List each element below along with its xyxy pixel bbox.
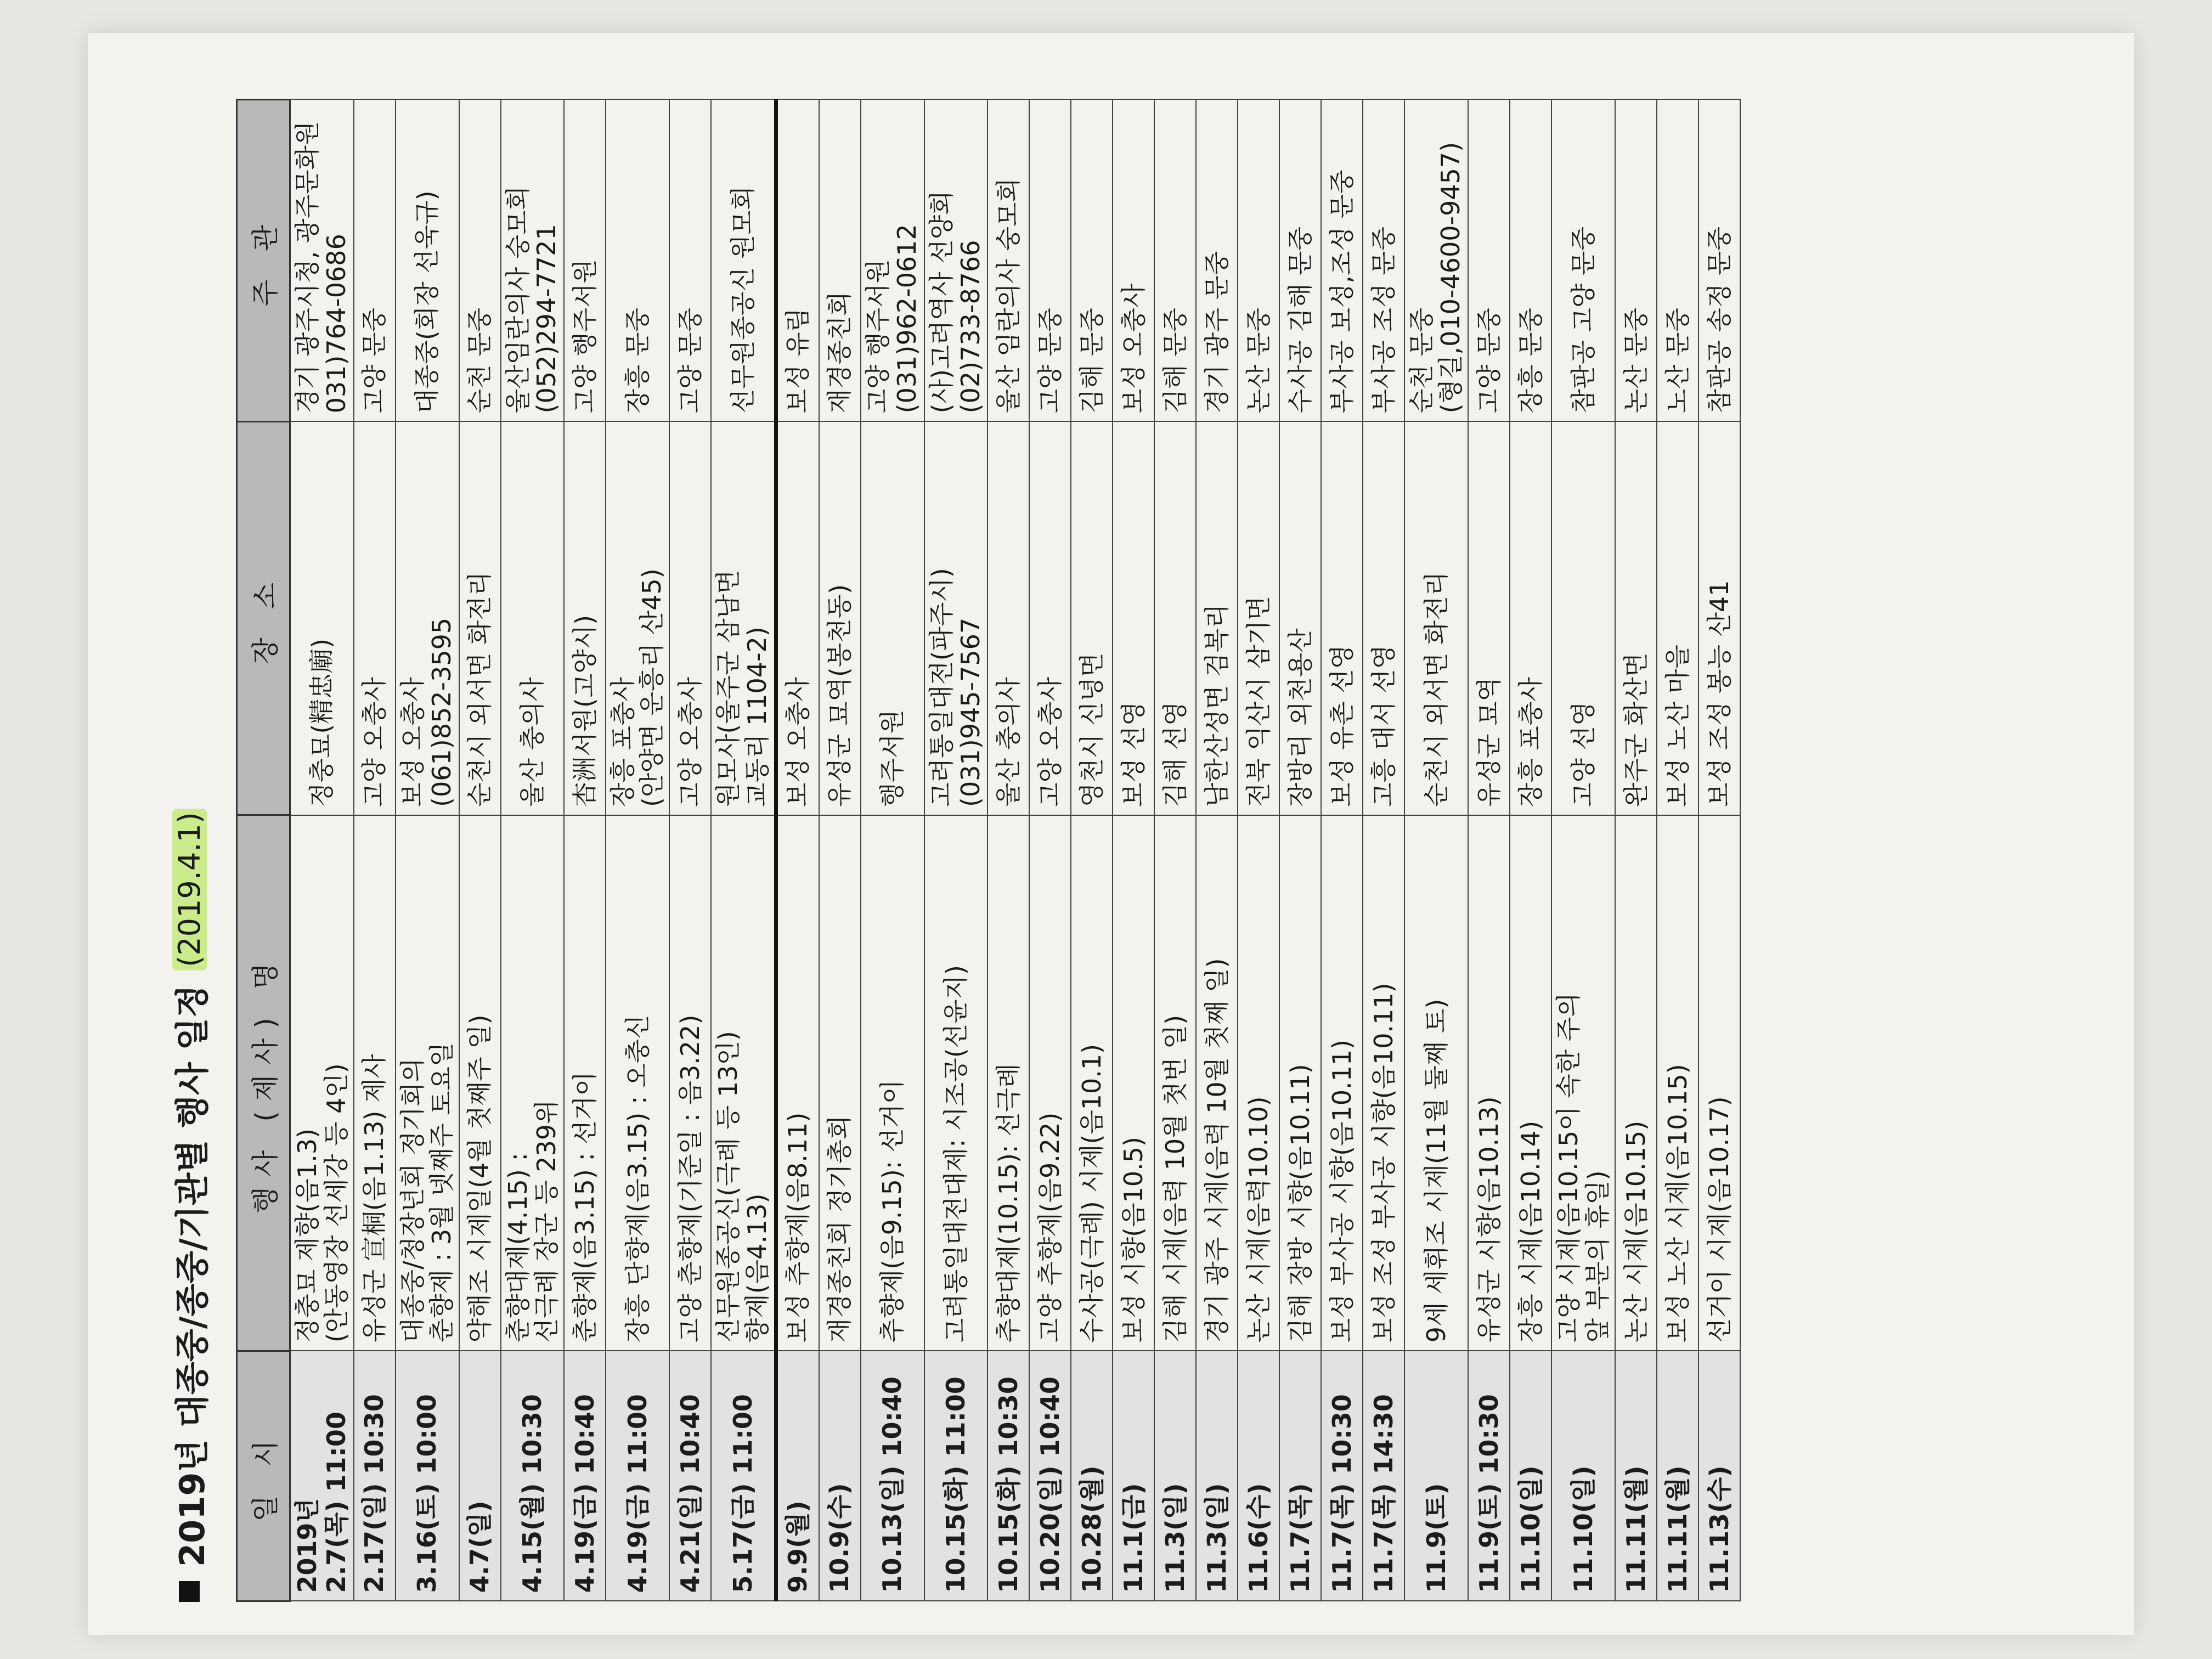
date-cell: 10.20(일) 10:40 xyxy=(1029,1351,1071,1601)
schedule-table xyxy=(236,99,1741,1602)
event-cell: 장흥 시제(음10.14) xyxy=(1510,815,1551,1351)
place-cell: 보성 선영 xyxy=(1113,421,1154,815)
date-cell: 9.9(월) xyxy=(776,1351,819,1601)
place-cell: 정충묘(精忠廟) xyxy=(290,421,354,815)
host-cell: 논산 문중 xyxy=(1615,100,1657,422)
host-cell: 대종중(회장 선욱규) xyxy=(396,100,459,422)
host-cell: 고양 문중 xyxy=(1029,100,1071,422)
date-cell: 4.19(금) 11:00 xyxy=(606,1351,669,1601)
place-cell: 장방리 외천용산 xyxy=(1279,421,1321,815)
host-cell: 장흥 문중 xyxy=(1510,100,1551,422)
host-cell: 울산 임란의사 숭모회 xyxy=(988,100,1029,422)
host-cell: 장흥 문중 xyxy=(606,100,669,422)
header-host: 주 관 xyxy=(237,100,290,422)
place-cell: 순천시 외서면 화전리 xyxy=(459,421,501,815)
host-cell: 부사공 조성 문중 xyxy=(1363,100,1404,422)
date-cell: 11.3(일) xyxy=(1154,1351,1196,1601)
document xyxy=(132,66,2151,1635)
table-row xyxy=(396,100,459,1601)
event-cell: 보성 시향(음10.5) xyxy=(1113,815,1154,1351)
table-row xyxy=(1615,100,1657,1601)
table-row xyxy=(988,100,1029,1601)
host-cell: 보성 오충사 xyxy=(1113,100,1154,422)
event-cell: 춘향대제(4.15) : 선극례 장군 등 239위 xyxy=(501,815,565,1351)
place-cell: 울산 충의사 xyxy=(988,421,1029,815)
place-cell: 장흥 포충사 (안양면 운흥리 산45) xyxy=(606,421,669,815)
table-row xyxy=(606,100,669,1601)
host-cell: 노산 문중 xyxy=(1657,100,1699,422)
table-row xyxy=(819,100,861,1601)
date-cell: 10.28(월) xyxy=(1071,1351,1113,1601)
date-cell: 10.15(화) 11:00 xyxy=(924,1351,988,1601)
place-cell: 원모사(울주군 삼남면 교동리 1104-2) xyxy=(711,421,776,815)
place-cell: 고양 오충사 xyxy=(1029,421,1071,815)
event-cell: 유성군 宣桐(음1.13) 제사 xyxy=(354,815,396,1351)
table-row xyxy=(1657,100,1699,1601)
table-row xyxy=(861,100,924,1601)
table-row xyxy=(776,100,819,1601)
event-cell: 춘향제(음3.15) : 선거이 xyxy=(564,815,606,1351)
host-cell: 참판공 송정 문중 xyxy=(1699,100,1740,422)
event-cell: 김해 시제(음력 10월 첫번 일) xyxy=(1154,815,1196,1351)
place-cell: 장흥 포충사 xyxy=(1510,421,1551,815)
date-cell: 4.15(월) 10:30 xyxy=(501,1351,565,1601)
event-cell: 선무원종공신(극례 등 13인) 향제(음4.13) xyxy=(711,815,776,1351)
date-cell: 11.7(목) 10:30 xyxy=(1321,1351,1363,1601)
table-row xyxy=(459,100,501,1601)
date-cell: 10.15(화) 10:30 xyxy=(988,1351,1029,1601)
event-cell: 논산 시제(음10.15) xyxy=(1615,815,1657,1351)
table-row xyxy=(1029,100,1071,1601)
date-cell: 11.11(월) xyxy=(1615,1351,1657,1601)
place-cell: 고려통일대전(파주시) (031)945-7567 xyxy=(924,421,988,815)
header-event: 행사 (제사) 명 xyxy=(237,815,290,1351)
place-cell: 영천시 신녕면 xyxy=(1071,421,1113,815)
title-row xyxy=(154,809,225,1602)
date-cell: 2.17(일) 10:30 xyxy=(354,1351,396,1601)
table-row xyxy=(669,100,711,1601)
table-header-row xyxy=(237,100,290,1601)
date-cell: 2019년 2.7(목) 11:00 xyxy=(290,1351,354,1601)
place-cell: 행주서원 xyxy=(861,421,924,815)
host-cell: 재경종친회 xyxy=(819,100,861,422)
event-cell: 논산 시제(음력10.10) xyxy=(1238,815,1279,1351)
host-cell: 참판공 고양 문중 xyxy=(1551,100,1615,422)
date-cell: 4.21(일) 10:40 xyxy=(669,1351,711,1601)
table-row xyxy=(501,100,565,1601)
host-cell: 보성 유림 xyxy=(776,100,819,422)
date-cell: 10.13(일) 10:40 xyxy=(861,1351,924,1601)
header-place: 장 소 xyxy=(237,421,290,815)
host-cell: 순천 문중 (형길,010-4600-9457) xyxy=(1404,100,1468,422)
event-cell: 보성 부사공 시향(음10.11) xyxy=(1321,815,1363,1351)
event-cell: 약해조 시제일(4월 첫째주 일) xyxy=(459,815,501,1351)
table-row xyxy=(1238,100,1279,1601)
date-cell: 11.7(목) 14:30 xyxy=(1363,1351,1404,1601)
event-cell: 수사공(극례) 시제(음10.1) xyxy=(1071,815,1113,1351)
date-cell: 11.10(일) xyxy=(1551,1351,1615,1601)
event-cell: 정충묘 제향(음1.3) (안동영장 선세강 등 4인) xyxy=(290,815,354,1351)
table-row xyxy=(1404,100,1468,1601)
place-cell: 보성 노산 마을 xyxy=(1657,421,1699,815)
place-cell: 보성 유촌 선영 xyxy=(1321,421,1363,815)
host-cell: 김해 문중 xyxy=(1071,100,1113,422)
date-cell: 11.7(목) xyxy=(1279,1351,1321,1601)
date-cell: 3.16(토) 10:00 xyxy=(396,1351,459,1601)
table-row xyxy=(1321,100,1363,1601)
table-row xyxy=(1113,100,1154,1601)
place-cell: 보성 조성 봉능 산41 xyxy=(1699,421,1740,815)
event-cell: 고양 춘향제(기준일 : 음3.22) xyxy=(669,815,711,1351)
event-cell: 재경종친회 정기총회 xyxy=(819,815,861,1351)
date-cell: 4.19(금) 10:40 xyxy=(564,1351,606,1601)
place-cell: 전북 익산시 삼기면 xyxy=(1238,421,1279,815)
date-cell: 4.7(일) xyxy=(459,1351,501,1601)
event-cell: 추향제(음9.15): 선거이 xyxy=(861,815,924,1351)
place-cell: 김해 선영 xyxy=(1154,421,1196,815)
place-cell: 울산 충의사 xyxy=(501,421,565,815)
host-cell: 논산 문중 xyxy=(1238,100,1279,422)
host-cell: 순천 문중 xyxy=(459,100,501,422)
place-cell: 고양 오충사 xyxy=(354,421,396,815)
date-cell: 11.9(토) xyxy=(1404,1351,1468,1601)
event-cell: 대종중/청장년회 정기회의 춘향제 : 3월 넷째주 토요일 xyxy=(396,815,459,1351)
event-cell: 보성 추향제(음8.11) xyxy=(776,815,819,1351)
event-cell: 9세 세휘조 시제(11월 둘째 토) xyxy=(1404,815,1468,1351)
host-cell: 고양 행주서원 (031)962-0612 xyxy=(861,100,924,422)
table-body xyxy=(290,100,1741,1601)
host-cell: 선무원종공신 원모회 xyxy=(711,100,776,422)
table-row xyxy=(1551,100,1615,1601)
date-cell: 11.13(수) xyxy=(1699,1351,1740,1601)
event-cell: 보성 조성 부사공 시향(음10.11) xyxy=(1363,815,1404,1351)
table-row xyxy=(924,100,988,1601)
event-cell: 경기 광주 시제(음력 10월 첫째 일) xyxy=(1196,815,1238,1351)
place-cell: 유성군 묘역 xyxy=(1468,421,1510,815)
table-row xyxy=(1699,100,1740,1601)
table-row xyxy=(1468,100,1510,1601)
event-cell: 김해 장방 시향(음10.11) xyxy=(1279,815,1321,1351)
place-cell: 杏洲서원(고양시) xyxy=(564,421,606,815)
place-cell: 고양 오충사 xyxy=(669,421,711,815)
table-row xyxy=(711,100,776,1601)
date-cell: 11.10(일) xyxy=(1510,1351,1551,1601)
event-cell: 선거이 시제(음10.17) xyxy=(1699,815,1740,1351)
table-row xyxy=(354,100,396,1601)
page-title: 2019년 대종중/종중/기관별 행사 일정 xyxy=(172,984,212,1567)
place-cell: 고양 선영 xyxy=(1551,421,1615,815)
host-cell: 수사공 김해 문중 xyxy=(1279,100,1321,422)
date-cell: 11.3(일) xyxy=(1196,1351,1238,1601)
table-row xyxy=(1279,100,1321,1601)
table-row xyxy=(290,100,354,1601)
date-cell: 11.9(토) 10:30 xyxy=(1468,1351,1510,1601)
header-date: 일 시 xyxy=(237,1351,290,1601)
revision-date: (2019.4.1) xyxy=(172,809,207,970)
place-cell: 고흥 대서 선영 xyxy=(1363,421,1404,815)
host-cell: 고양 문중 xyxy=(1468,100,1510,422)
table-row xyxy=(1071,100,1113,1601)
place-cell: 보성 오충사 (061)852-3595 xyxy=(396,421,459,815)
place-cell: 유성군 묘역(봉천동) xyxy=(819,421,861,815)
host-cell: 경기 광주 문중 xyxy=(1196,100,1238,422)
bullet-square-icon xyxy=(179,1581,200,1602)
host-cell: 고양 문중 xyxy=(669,100,711,422)
host-cell: 부사공 보성,조성 문중 xyxy=(1321,100,1363,422)
table-row xyxy=(1154,100,1196,1601)
event-cell: 유성군 시향(음10.13) xyxy=(1468,815,1510,1351)
event-cell: 고양 추향제(음9.22) xyxy=(1029,815,1071,1351)
host-cell: 고양 문중 xyxy=(354,100,396,422)
event-cell: 고려통일대전대제: 시조공(선윤지) xyxy=(924,815,988,1351)
table-row xyxy=(564,100,606,1601)
date-cell: 11.11(월) xyxy=(1657,1351,1699,1601)
host-cell: 고양 행주서원 xyxy=(564,100,606,422)
place-cell: 완주군 화산면 xyxy=(1615,421,1657,815)
table-row xyxy=(1510,100,1551,1601)
date-cell: 11.1(금) xyxy=(1113,1351,1154,1601)
place-cell: 보성 오충사 xyxy=(776,421,819,815)
date-cell: 10.9(수) xyxy=(819,1351,861,1601)
event-cell: 고양 시제(음10.15이 속한 주의 앞 부분의 휴일) xyxy=(1551,815,1615,1351)
event-cell: 장흥 단향제(음3.15) : 오충신 xyxy=(606,815,669,1351)
date-cell: 11.6(수) xyxy=(1238,1351,1279,1601)
host-cell: 김해 문중 xyxy=(1154,100,1196,422)
host-cell: (사)고려역사 선양회 (02)733-8766 xyxy=(924,100,988,422)
place-cell: 남한산성면 검복리 xyxy=(1196,421,1238,815)
table-row xyxy=(1363,100,1404,1601)
event-cell: 보성 노산 시제(음10.15) xyxy=(1657,815,1699,1351)
date-cell: 5.17(금) 11:00 xyxy=(711,1351,776,1601)
host-cell: 경기 광주시청, 광주문화원 031)764-0686 xyxy=(290,100,354,422)
host-cell: 울산임란의사 숭모회 (052)294-7721 xyxy=(501,100,565,422)
table-row xyxy=(1196,100,1238,1601)
event-cell: 추향대제(10.15): 선극례 xyxy=(988,815,1029,1351)
place-cell: 순천시 외서면 화전리 xyxy=(1404,421,1468,815)
